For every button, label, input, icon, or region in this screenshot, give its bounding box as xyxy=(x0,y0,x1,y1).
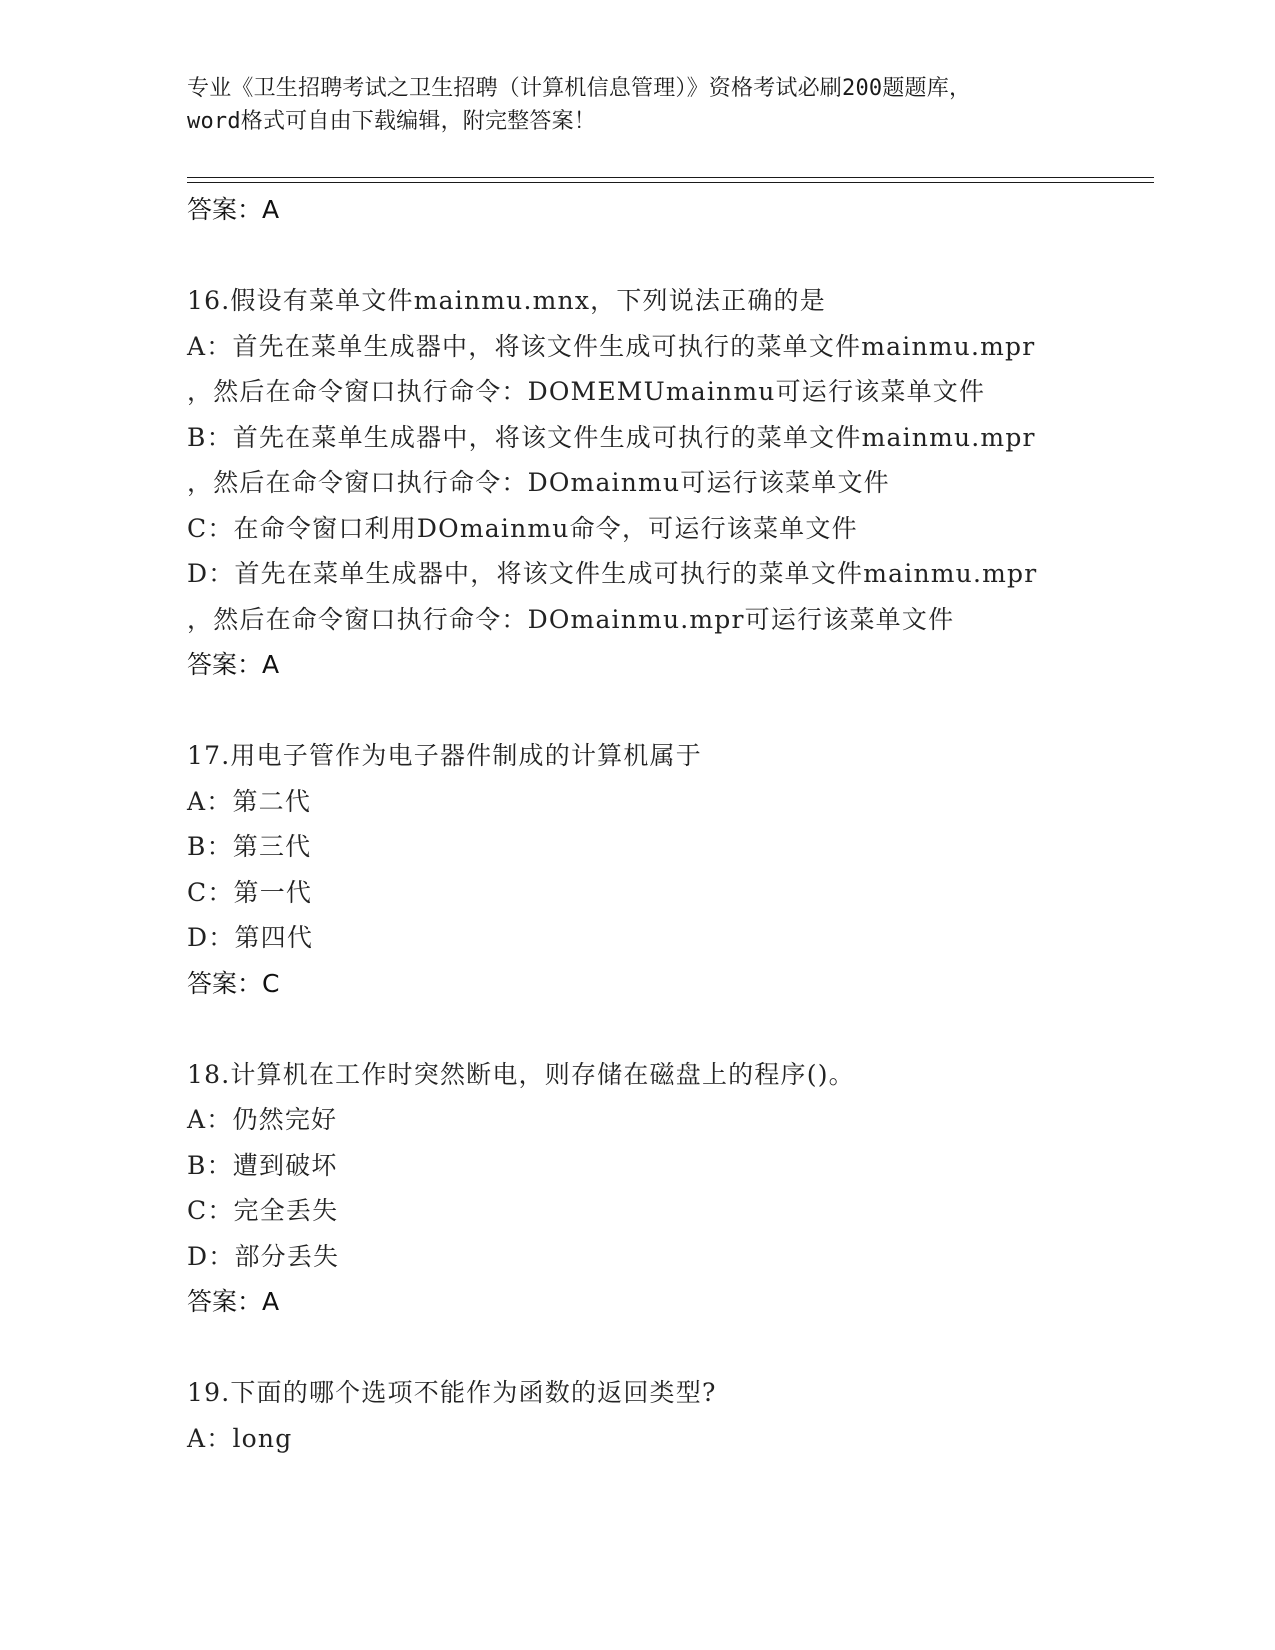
option-b: B：遭到破坏 xyxy=(187,1150,338,1180)
question-stem: 19.下面的哪个选项不能作为函数的返回类型? xyxy=(187,1378,717,1407)
option-d: D：首先在菜单生成器中，将该文件生成可执行的菜单文件mainmu.mpr xyxy=(187,559,1038,588)
answer-line: 答案：A xyxy=(187,1287,280,1316)
option-c: C：完全丢失 xyxy=(187,1196,339,1225)
header-title-line-1: 专业《卫生招聘考试之卫生招聘（计算机信息管理）》资格考试必刷200题题库， xyxy=(187,76,972,101)
document-header xyxy=(187,72,1087,138)
header-title-line-2: word格式可自由下载编辑，附完整答案！ xyxy=(187,109,596,134)
spacer xyxy=(187,233,1147,278)
previous-answer: 答案：A xyxy=(187,195,280,224)
option-b: B：第三代 xyxy=(187,832,312,861)
option-b: B：首先在菜单生成器中，将该文件生成可执行的菜单文件mainmu.mpr xyxy=(187,422,1036,452)
option-a: A：仍然完好 xyxy=(187,1105,338,1134)
option-d: D：部分丢失 xyxy=(187,1241,340,1271)
spacer xyxy=(187,1325,1147,1370)
question-stem: 16.假设有菜单文件mainmu.mnx，下列说法正确的是 xyxy=(187,286,826,315)
answer-line: 答案：C xyxy=(187,968,280,998)
spacer xyxy=(187,688,1147,733)
option-a: A：首先在菜单生成器中，将该文件生成可执行的菜单文件mainmu.mpr xyxy=(187,331,1036,361)
question-stem: 18.计算机在工作时突然断电，则存储在磁盘上的程序()。 xyxy=(187,1059,855,1089)
question-19 xyxy=(187,1370,1147,1461)
answer-line: 答案：A xyxy=(187,650,280,679)
question-18 xyxy=(187,1052,1147,1326)
question-16 xyxy=(187,278,1147,688)
option-c: C：在命令窗口利用DOmainmu命令，可运行该菜单文件 xyxy=(187,513,858,543)
option-d: D：第四代 xyxy=(187,923,314,952)
option-b-continuation: ，然后在命令窗口执行命令：DOmainmu可运行该菜单文件 xyxy=(187,468,890,497)
option-a: A：long xyxy=(187,1423,293,1453)
option-d-continuation: ，然后在命令窗口执行命令：DOmainmu.mpr可运行该菜单文件 xyxy=(187,604,955,634)
question-list xyxy=(187,187,1147,1461)
spacer xyxy=(187,1007,1147,1052)
header-divider-bottom xyxy=(187,182,1154,183)
header-divider-top xyxy=(187,177,1154,178)
option-c: C：第一代 xyxy=(187,877,313,907)
option-a: A：第二代 xyxy=(187,786,312,816)
question-stem: 17.用电子管作为电子器件制成的计算机属于 xyxy=(187,741,702,770)
option-a-continuation: ，然后在命令窗口执行命令：DOMEMUmainmu可运行该菜单文件 xyxy=(187,377,986,406)
question-17 xyxy=(187,733,1147,1007)
